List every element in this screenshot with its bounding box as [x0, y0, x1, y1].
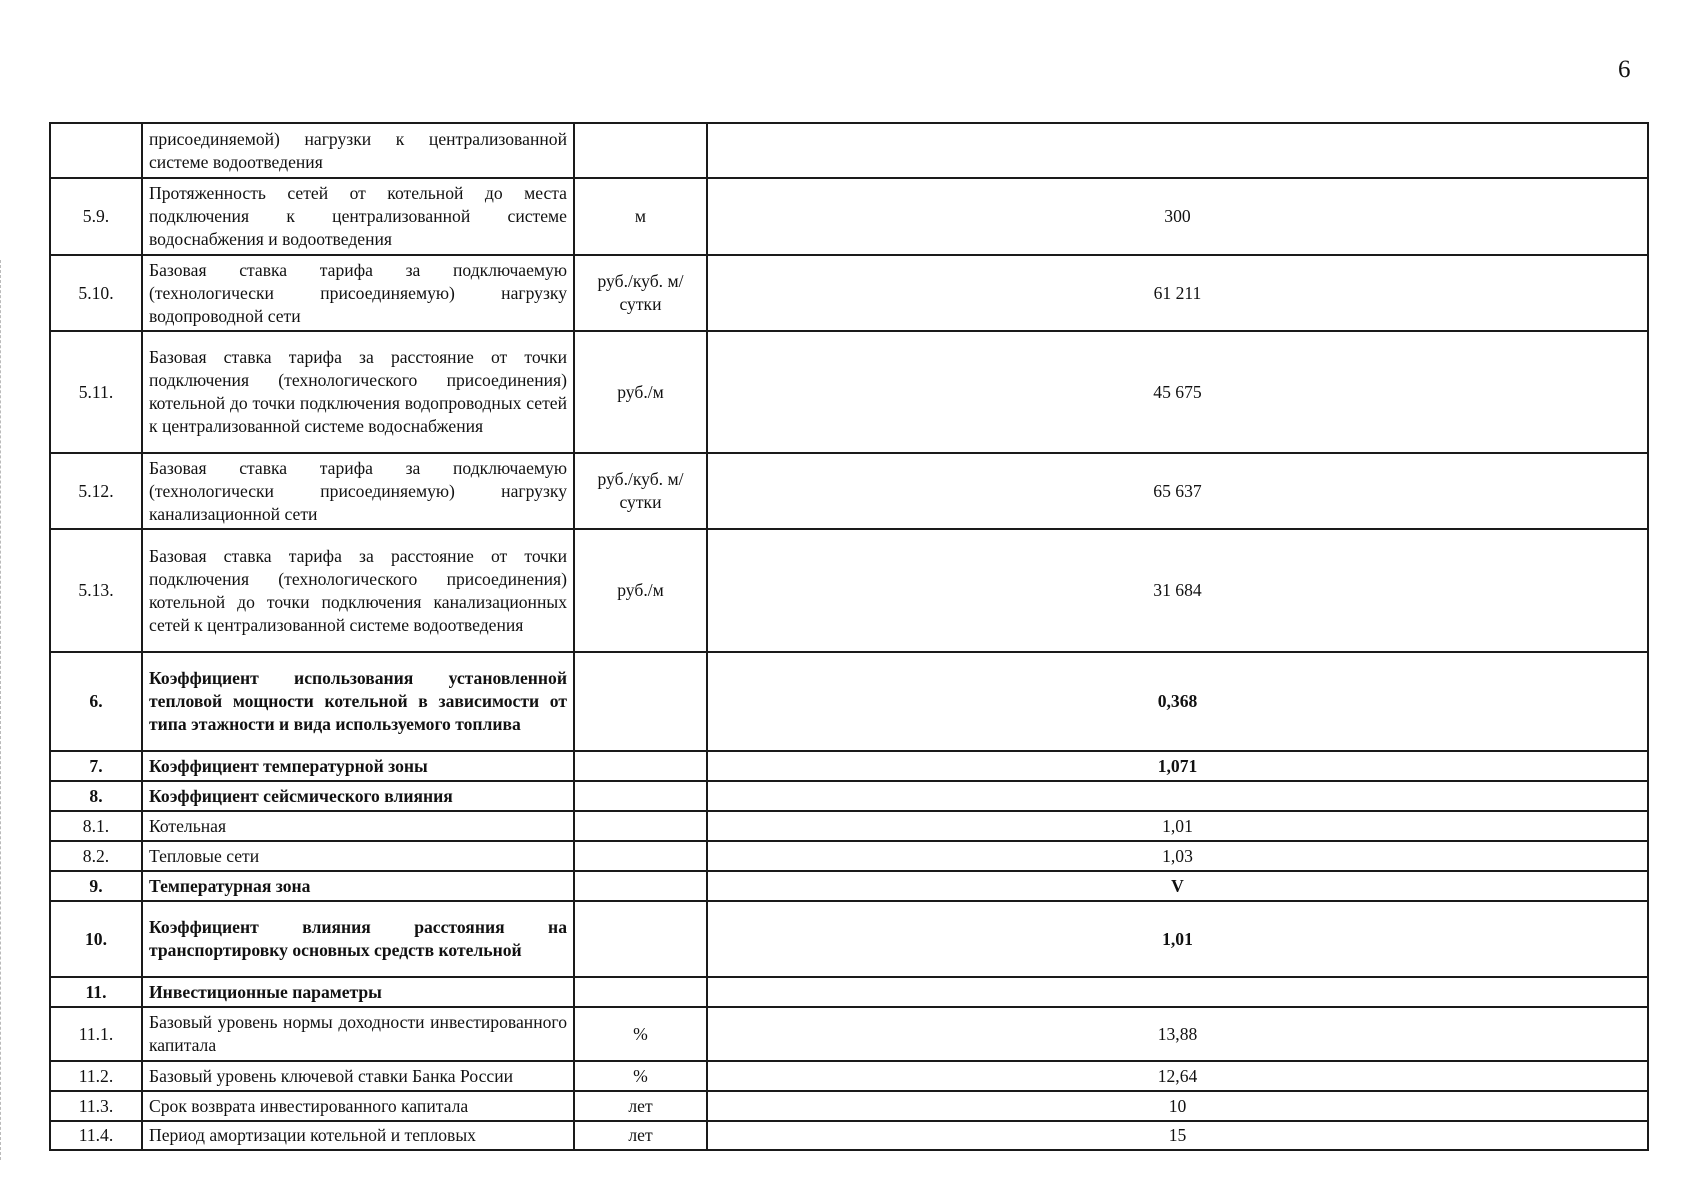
table-row: [50, 871, 1648, 901]
table-row: [50, 781, 1648, 811]
value-cell: [707, 123, 1648, 178]
value-cell: 65 637: [707, 453, 1648, 529]
row-number-cell: 8.2.: [50, 841, 142, 871]
parameter-name-cell: Базовая ставка тарифа за подключаемую (технологически присоединяемую) нагрузку водопроводной сети: [142, 255, 574, 331]
row-number-cell: 5.13.: [50, 529, 142, 652]
parameter-name-cell: Коэффициент влияния расстояния на транспортировку основных средств котельной: [142, 901, 574, 977]
table-row: [50, 255, 1648, 331]
parameter-name-cell: Базовая ставка тарифа за подключаемую (технологически присоединяемую) нагрузку канализационной сети: [142, 453, 574, 529]
value-cell: V: [707, 871, 1648, 901]
parameter-name-cell: Котельная: [142, 811, 574, 841]
value-cell: 31 684: [707, 529, 1648, 652]
row-number-cell: 6.: [50, 652, 142, 751]
table-body: [50, 123, 1648, 1150]
value-cell: 1,01: [707, 811, 1648, 841]
unit-cell: %: [574, 1007, 707, 1061]
row-number-cell: [50, 123, 142, 178]
table-row: [50, 123, 1648, 178]
unit-cell: [574, 781, 707, 811]
row-number-cell: 11.2.: [50, 1061, 142, 1091]
unit-cell: [574, 871, 707, 901]
value-cell: 0,368: [707, 652, 1648, 751]
table-row: [50, 178, 1648, 255]
unit-cell: [574, 123, 707, 178]
unit-cell: [574, 841, 707, 871]
row-number-cell: 7.: [50, 751, 142, 781]
unit-cell: [574, 751, 707, 781]
value-cell: 1,01: [707, 901, 1648, 977]
table-row: [50, 453, 1648, 529]
parameters-table: [49, 122, 1649, 1151]
parameter-name-cell: Инвестиционные параметры: [142, 977, 574, 1007]
row-number-cell: 8.: [50, 781, 142, 811]
parameter-name-cell: Коэффициент температурной зоны: [142, 751, 574, 781]
value-cell: 13,88: [707, 1007, 1648, 1061]
value-cell: 15: [707, 1121, 1648, 1150]
value-cell: 300: [707, 178, 1648, 255]
row-number-cell: 10.: [50, 901, 142, 977]
row-number-cell: 11.3.: [50, 1091, 142, 1121]
parameter-name-cell: Базовая ставка тарифа за расстояние от точки подключения (технологического присоединения) котельной до точки подключения канализационных сетей к централизованной системе водоотведения: [142, 529, 574, 652]
value-cell: [707, 781, 1648, 811]
unit-cell: руб./м: [574, 331, 707, 453]
unit-cell: лет: [574, 1091, 707, 1121]
page-number: 6: [1618, 56, 1631, 83]
table-row: [50, 1091, 1648, 1121]
row-number-cell: 11.4.: [50, 1121, 142, 1150]
row-number-cell: 11.1.: [50, 1007, 142, 1061]
parameter-name-cell: Коэффициент сейсмического влияния: [142, 781, 574, 811]
table-row: [50, 901, 1648, 977]
unit-cell: [574, 901, 707, 977]
value-cell: 61 211: [707, 255, 1648, 331]
table-row: [50, 1121, 1648, 1150]
table-row: [50, 331, 1648, 453]
unit-cell: руб./куб. м/ сутки: [574, 453, 707, 529]
unit-cell: м: [574, 178, 707, 255]
value-cell: 45 675: [707, 331, 1648, 453]
table-row: [50, 841, 1648, 871]
unit-cell: [574, 811, 707, 841]
table-row: [50, 529, 1648, 652]
table-row: [50, 811, 1648, 841]
table-row: [50, 1007, 1648, 1061]
unit-cell: %: [574, 1061, 707, 1091]
parameter-name-cell: Базовый уровень ключевой ставки Банка России: [142, 1061, 574, 1091]
table-row: [50, 1061, 1648, 1091]
unit-cell: [574, 977, 707, 1007]
row-number-cell: 5.11.: [50, 331, 142, 453]
parameter-name-cell: присоединяемой) нагрузки к централизованной системе водоотведения: [142, 123, 574, 178]
row-number-cell: 5.9.: [50, 178, 142, 255]
value-cell: 1,03: [707, 841, 1648, 871]
parameter-name-cell: Протяженность сетей от котельной до места подключения к централизованной системе водоснабжения и водоотведения: [142, 178, 574, 255]
row-number-cell: 5.10.: [50, 255, 142, 331]
row-number-cell: 11.: [50, 977, 142, 1007]
parameter-name-cell: Базовый уровень нормы доходности инвестированного капитала: [142, 1007, 574, 1061]
parameter-name-cell: Температурная зона: [142, 871, 574, 901]
unit-cell: руб./куб. м/ сутки: [574, 255, 707, 331]
value-cell: 1,071: [707, 751, 1648, 781]
row-number-cell: 8.1.: [50, 811, 142, 841]
table-row: [50, 751, 1648, 781]
unit-cell: лет: [574, 1121, 707, 1150]
parameter-name-cell: Базовая ставка тарифа за расстояние от точки подключения (технологического присоединения) котельной до точки подключения водопроводных сетей к централизованной системе водоснабжения: [142, 331, 574, 453]
table-row: [50, 652, 1648, 751]
table-row: [50, 977, 1648, 1007]
unit-cell: [574, 652, 707, 751]
unit-cell: руб./м: [574, 529, 707, 652]
value-cell: 12,64: [707, 1061, 1648, 1091]
parameter-name-cell: Период амортизации котельной и тепловых: [142, 1121, 574, 1150]
parameter-name-cell: Срок возврата инвестированного капитала: [142, 1091, 574, 1121]
row-number-cell: 5.12.: [50, 453, 142, 529]
value-cell: [707, 977, 1648, 1007]
value-cell: 10: [707, 1091, 1648, 1121]
scan-edge-mark: [0, 260, 3, 1160]
parameter-name-cell: Коэффициент использования установленной тепловой мощности котельной в зависимости от типа этажности и вида используемого топлива: [142, 652, 574, 751]
row-number-cell: 9.: [50, 871, 142, 901]
parameter-name-cell: Тепловые сети: [142, 841, 574, 871]
